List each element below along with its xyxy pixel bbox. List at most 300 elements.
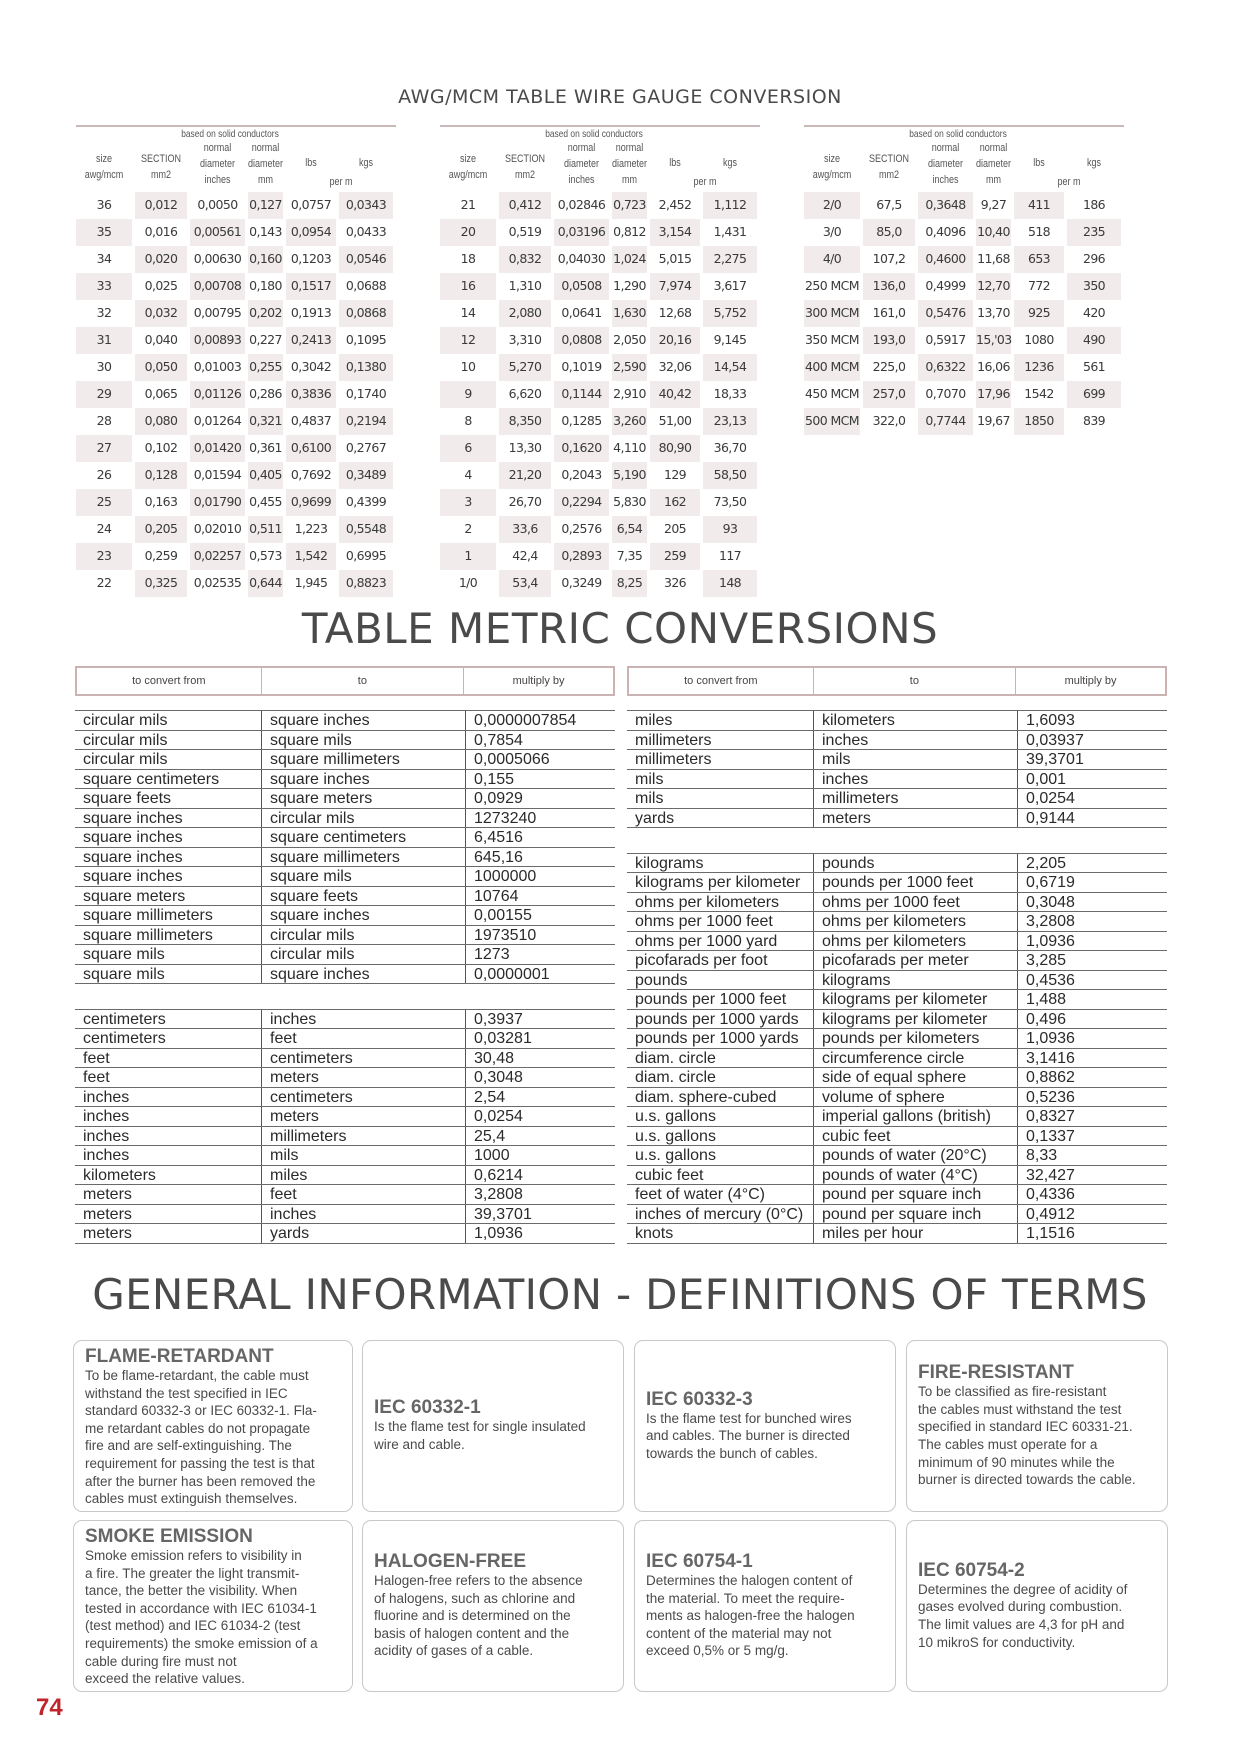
definition-text: Halogen-free refers to the absence of halogens, such as chlorine and fluorine and is determined on the basis of halogen content and the acidity of gases of a cable.	[374, 1573, 583, 1659]
awg-cell: 0,02010	[193, 521, 242, 536]
awg-col-header-diam_mm: normal diameter mm	[975, 142, 1012, 186]
metric-cell: 0,1337	[1017, 1127, 1167, 1146]
metric-cell: 0,00155	[465, 906, 615, 925]
awg-col-header-diam_in: normal diameter inches	[563, 142, 600, 186]
metric-cell: inches	[261, 1010, 465, 1029]
metric-cell: centimeters	[83, 1030, 166, 1048]
awg-cell: 326	[663, 575, 687, 590]
awg-cell: 0,0546	[339, 246, 393, 273]
awg-row	[804, 273, 1124, 300]
awg-cell: 25	[76, 489, 132, 516]
awg-cell: 18	[460, 251, 476, 266]
awg-cell: 0,01594	[193, 467, 242, 482]
awg-row	[76, 354, 396, 381]
awg-cell: 450 MCM	[805, 386, 859, 401]
metric-cell: centimeters	[261, 1049, 465, 1068]
awg-header-rule	[804, 125, 1124, 127]
awg-cell: 0,5548	[339, 516, 393, 543]
awg-col-header-diam_in: normal diameter inches	[199, 142, 236, 186]
metric-group-gap	[627, 827, 1167, 853]
metric-row	[627, 1009, 1167, 1029]
awg-col-header-size: size awg/mcm	[84, 153, 124, 181]
awg-rows	[76, 192, 396, 597]
awg-cell: 32,06	[658, 359, 692, 374]
awg-cell: 0,3836	[286, 381, 336, 408]
metric-row	[627, 931, 1167, 951]
awg-cell: 0,4399	[345, 494, 387, 509]
awg-cell: 4/0	[804, 246, 860, 273]
definition-term: IEC 60754-2	[918, 1559, 1025, 1581]
metric-cell: square feets	[261, 887, 465, 906]
metric-cell: miles per hour	[813, 1224, 1017, 1243]
metric-row	[627, 1126, 1167, 1146]
metric-cell: inches	[813, 770, 1017, 789]
metric-row	[75, 964, 615, 984]
awg-cell: 0,016	[144, 224, 178, 239]
metric-cell: 2,205	[1017, 854, 1167, 873]
metric-cell: square inches	[83, 868, 183, 885]
awg-cell: 0,02257	[190, 543, 245, 570]
metric-cell: picofarads per foot	[635, 952, 768, 970]
awg-cell: 0,065	[144, 386, 178, 401]
metric-cell: square meters	[83, 887, 186, 905]
metric-cell: inches	[83, 1088, 130, 1106]
awg-row	[440, 219, 760, 246]
awg-row	[804, 246, 1124, 273]
metric-row	[627, 710, 1167, 730]
awg-cell: 10,40	[976, 219, 1011, 246]
metric-row	[75, 1145, 615, 1165]
metric-cell: 0,0005066	[465, 750, 615, 769]
awg-cell: 0,5917	[925, 332, 966, 347]
awg-row	[440, 192, 760, 219]
metric-cell: circular mils	[261, 945, 465, 964]
awg-cell: 0,0343	[339, 192, 393, 219]
metric-cell: 0,6214	[465, 1166, 615, 1185]
awg-cell: 23	[76, 543, 132, 570]
metric-cell: 1000	[465, 1146, 615, 1165]
awg-cell: 1,310	[508, 278, 542, 293]
awg-cell: 0,511	[248, 516, 283, 543]
metric-cell: 10764	[465, 887, 615, 906]
awg-cell: 0,644	[248, 570, 283, 597]
awg-cell: 839	[1082, 413, 1106, 428]
awg-cell: 0,519	[508, 224, 542, 239]
awg-cell: 3,617	[713, 278, 747, 293]
awg-header-rule	[440, 125, 760, 127]
metric-cell: kilometers	[813, 711, 1017, 730]
awg-cell: 136,0	[863, 273, 915, 300]
awg-row	[76, 273, 396, 300]
awg-col-header-kgs: kgs	[1086, 157, 1102, 169]
awg-cell: 0,202	[248, 300, 283, 327]
metric-cell: square inches	[261, 906, 465, 925]
metric-cell: circumference circle	[813, 1049, 1017, 1068]
metric-cell: 0,3048	[465, 1068, 615, 1087]
metric-cell: square mils	[83, 946, 165, 963]
metric-cell: square mils	[261, 731, 465, 750]
awg-cell: 148	[703, 570, 757, 597]
metric-cell: 1,0936	[465, 1224, 615, 1243]
awg-cell: 8,350	[499, 408, 551, 435]
metric-cell: feet	[261, 1185, 465, 1204]
metric-row	[75, 1223, 615, 1243]
metric-cell: square millimeters	[83, 926, 213, 944]
metric-cell: 1273240	[465, 809, 615, 828]
awg-cell: 0,7692	[290, 467, 332, 482]
awg-cell: 1850	[1014, 408, 1064, 435]
metric-cell: inches	[813, 731, 1017, 750]
metric-cell: 0,7854	[465, 731, 615, 750]
metric-row	[75, 1126, 615, 1146]
metric-cell: pound per square inch	[813, 1205, 1017, 1224]
awg-cell: 2,910	[613, 386, 646, 401]
metric-cell: square feets	[83, 790, 172, 807]
awg-cell: 0,361	[249, 440, 282, 455]
awg-cell: 14	[460, 305, 476, 320]
awg-cell: 19,67	[977, 413, 1010, 428]
definition-term: HALOGEN-FREE	[374, 1551, 526, 1573]
metric-header-right	[627, 666, 1167, 696]
metric-header-cell: multiply by	[1064, 675, 1117, 687]
awg-row	[804, 219, 1124, 246]
awg-cell: 22	[96, 575, 112, 590]
metric-cell: 0,3048	[1017, 893, 1167, 912]
awg-cell: 0,2194	[339, 408, 393, 435]
awg-cell: 28	[96, 413, 112, 428]
metric-cell: 2,54	[465, 1088, 615, 1107]
definition-term: FIRE-RESISTANT	[918, 1362, 1074, 1384]
awg-cell: 0,3648	[918, 192, 973, 219]
awg-cell: 0,3249	[561, 575, 602, 590]
metric-cell: square inches	[83, 809, 183, 827]
metric-cell: kilograms	[635, 854, 704, 872]
metric-cell: 1,0936	[1017, 1029, 1167, 1048]
awg-cell: 0,143	[249, 224, 282, 239]
awg-col-header-diam_mm: normal diameter mm	[247, 142, 284, 186]
metric-cell: ohms per 1000 feet	[635, 913, 773, 931]
metric-cell: 1,0936	[1017, 932, 1167, 951]
awg-cell: 16,06	[977, 359, 1010, 374]
awg-row	[440, 543, 760, 570]
metric-cell: 0,8862	[1017, 1068, 1167, 1087]
awg-cell: 653	[1014, 246, 1064, 273]
metric-cell: 645,16	[465, 848, 615, 867]
metric-header-cell: to	[262, 668, 464, 694]
awg-cell: 129	[663, 467, 687, 482]
definition-iec-60332-3	[634, 1340, 896, 1512]
metric-cell: 3,2808	[465, 1185, 615, 1204]
awg-cell: 9	[440, 381, 496, 408]
awg-cell: 0,7744	[918, 408, 973, 435]
awg-cell: 411	[1014, 192, 1064, 219]
metric-table-right	[627, 710, 1167, 1244]
awg-cell: 3,154	[650, 219, 700, 246]
awg-cell: 0,1019	[561, 359, 602, 374]
metric-cell: 0,496	[1017, 1010, 1167, 1029]
definition-term: IEC 60332-1	[374, 1397, 481, 1419]
awg-row	[76, 192, 396, 219]
awg-cell: 225,0	[872, 359, 906, 374]
definition-text: Smoke emission refers to visibility in a fire. The greater the light transmit- tance, the better the visibility. When tested in accordance with IEC 61034-1 (test method) and IEC 61034-2 (test requirements) the smoke emission of a cable during fire must not exceed the relative values.	[85, 1548, 318, 1687]
metric-cell: pounds per 1000 feet	[635, 991, 787, 1009]
metric-cell: 0,0000007854	[465, 711, 615, 730]
metric-cell: meters	[261, 1068, 465, 1087]
awg-cell: 1,112	[703, 192, 757, 219]
metric-row	[75, 866, 615, 886]
metric-cell: square inches	[83, 848, 183, 866]
awg-row	[804, 381, 1124, 408]
awg-col-header-size: size awg/mcm	[812, 153, 852, 181]
metric-row	[627, 1165, 1167, 1185]
awg-cell: 32	[96, 305, 112, 320]
metric-cell: 0,5236	[1017, 1088, 1167, 1107]
metric-header-cell: to convert from	[77, 668, 262, 694]
metric-row	[75, 788, 615, 808]
metric-row	[627, 989, 1167, 1009]
metric-cell: square millimeters	[261, 750, 465, 769]
awg-row	[440, 300, 760, 327]
metric-cell: centimeters	[83, 1010, 166, 1028]
awg-header-rule	[76, 125, 396, 127]
awg-cell: 2,275	[703, 246, 757, 273]
awg-cell: 14,54	[703, 354, 757, 381]
awg-cell: 0,01420	[190, 435, 245, 462]
awg-cell: 0,3489	[339, 462, 393, 489]
metric-cell: square inches	[261, 711, 465, 730]
awg-row	[440, 246, 760, 273]
awg-col-header-diam_mm: normal diameter mm	[611, 142, 648, 186]
awg-cell: 0,128	[135, 462, 187, 489]
metric-cell: kilometers	[83, 1166, 156, 1184]
metric-cell: kilograms	[813, 971, 1017, 990]
metric-cell: pounds per 1000 feet	[813, 873, 1017, 892]
metric-cell: square centimeters	[261, 828, 465, 847]
awg-table-title: AWG/MCM TABLE WIRE GAUGE CONVERSION	[398, 86, 842, 108]
awg-cell: 500 MCM	[804, 408, 860, 435]
metric-cell: feet	[83, 1049, 110, 1067]
awg-cell: 0,00893	[190, 327, 245, 354]
metric-row	[627, 1087, 1167, 1107]
metric-cell: square millimeters	[83, 907, 213, 924]
metric-cell: 0,001	[1017, 770, 1167, 789]
awg-cell: 29	[76, 381, 132, 408]
awg-cell: 0,00795	[193, 305, 242, 320]
awg-cell: 33	[76, 273, 132, 300]
metric-row	[75, 827, 615, 847]
metric-cell: 0,0254	[1017, 789, 1167, 808]
awg-cell: 0,00708	[190, 273, 245, 300]
metric-row	[627, 1028, 1167, 1048]
awg-cell: 17,96	[976, 381, 1011, 408]
awg-row	[76, 408, 396, 435]
metric-cell: u.s. gallons	[635, 1108, 716, 1126]
awg-table-1	[76, 125, 396, 645]
definition-iec-60332-1	[362, 1340, 624, 1512]
awg-cell: 235	[1067, 219, 1121, 246]
metric-cell: inches	[83, 1147, 130, 1165]
metric-cell: circular mils	[83, 712, 168, 729]
awg-cell: 5,015	[658, 251, 692, 266]
awg-cell: 2,050	[613, 332, 646, 347]
awg-table-2	[440, 125, 760, 645]
awg-cell: 51,00	[658, 413, 692, 428]
awg-row	[76, 462, 396, 489]
awg-cell: 699	[1067, 381, 1121, 408]
metric-cell: 0,0929	[465, 789, 615, 808]
metric-row	[627, 853, 1167, 873]
metric-cell: kilograms per kilometer	[635, 874, 801, 892]
metric-cell: square centimeters	[83, 770, 220, 788]
metric-cell: inches	[83, 1127, 130, 1145]
awg-cell: 31	[76, 327, 132, 354]
definition-text: To be flame-retardant, the cable must withstand the test specified in IEC standard 60332-3 or IEC 60332-1. Fla- me retardant cables do not propagate fire and are self-extinguishing. The requirement for passing the test is that after the burner has been removed the cables must extinguish themselves.	[85, 1368, 317, 1507]
metric-cell: 0,4912	[1017, 1205, 1167, 1224]
awg-col-header-section: SECTION mm2	[868, 153, 910, 181]
metric-cell: pounds per 1000 yards	[635, 1010, 799, 1028]
metric-cell: meters	[261, 1107, 465, 1126]
awg-cell: 0,127	[248, 192, 283, 219]
metric-cell: 0,8327	[1017, 1107, 1167, 1126]
metric-row	[627, 1106, 1167, 1126]
definition-iec-60754-2	[906, 1520, 1168, 1692]
awg-cell: 0,812	[613, 224, 646, 239]
awg-cell: 1,290	[613, 278, 646, 293]
metric-cell: 6,4516	[465, 828, 615, 847]
awg-cell: 0,4999	[925, 278, 966, 293]
metric-table-left	[75, 710, 615, 1244]
awg-cell: 26,70	[508, 494, 542, 509]
metric-cell: 1273	[465, 945, 615, 964]
awg-cell: 16	[440, 273, 496, 300]
metric-cell: 39,3701	[465, 1205, 615, 1224]
awg-cell: 0,4096	[925, 224, 966, 239]
awg-cell: 8,25	[612, 570, 647, 597]
awg-cell: 1,024	[612, 246, 647, 273]
awg-cell: 0,2294	[554, 489, 609, 516]
metric-cell: 0,0254	[465, 1107, 615, 1126]
awg-col-header-kgs: kgs	[358, 157, 374, 169]
metric-cell: square inches	[83, 829, 183, 846]
awg-cell: 561	[1082, 359, 1106, 374]
metric-cell: 1,488	[1017, 990, 1167, 1009]
awg-cell: 3,310	[508, 332, 542, 347]
awg-cell: 0,2413	[286, 327, 336, 354]
awg-cell: 0,0641	[561, 305, 602, 320]
metric-group-gap	[75, 983, 615, 1009]
awg-cell: 33,6	[499, 516, 551, 543]
awg-col-header-diam_in: normal diameter inches	[927, 142, 964, 186]
awg-cell: 0,227	[249, 332, 282, 347]
awg-cell: 0,205	[135, 516, 187, 543]
awg-cell: 400 MCM	[804, 354, 860, 381]
awg-cell: 0,0433	[345, 224, 387, 239]
awg-cell: 24	[96, 521, 112, 536]
metric-row	[627, 1204, 1167, 1224]
awg-cell: 0,0688	[345, 278, 387, 293]
awg-cell: 257,0	[863, 381, 915, 408]
awg-cell: 0,1913	[290, 305, 332, 320]
awg-cell: 20	[440, 219, 496, 246]
awg-cell: 0,6322	[918, 354, 973, 381]
metric-row	[627, 769, 1167, 789]
metric-cell: meters	[83, 1205, 132, 1223]
awg-cell: 3,260	[612, 408, 647, 435]
metric-row	[75, 1087, 615, 1107]
metric-row	[75, 886, 615, 906]
metric-cell: mils	[261, 1146, 465, 1165]
metric-cell: 1973510	[465, 926, 615, 945]
awg-cell: 0,286	[249, 386, 282, 401]
awg-cell: 21	[460, 197, 476, 212]
metric-cell: ohms per kilometers	[813, 912, 1017, 931]
awg-cell: 27	[76, 435, 132, 462]
awg-cell: 7,974	[650, 273, 700, 300]
awg-cell: 0,0808	[554, 327, 609, 354]
metric-row	[627, 970, 1167, 990]
metric-cell: yards	[635, 809, 675, 827]
awg-row	[804, 408, 1124, 435]
metric-cell: inches	[261, 1205, 465, 1224]
awg-cell: 6	[440, 435, 496, 462]
awg-cell: 20,16	[650, 327, 700, 354]
metric-cell: u.s. gallons	[635, 1127, 716, 1145]
metric-cell: ohms per kilometers	[813, 932, 1017, 951]
awg-cell: 0,1517	[286, 273, 336, 300]
awg-cell: 0,1285	[561, 413, 602, 428]
awg-cell: 12,68	[658, 305, 692, 320]
awg-cell: 0,102	[144, 440, 178, 455]
awg-cell: 0,025	[144, 278, 178, 293]
metric-row	[75, 808, 615, 828]
metric-cell: feet	[83, 1069, 110, 1087]
metric-row	[75, 710, 615, 730]
awg-cell: 0,050	[135, 354, 187, 381]
metric-row	[627, 1223, 1167, 1243]
awg-cell: 5,752	[703, 300, 757, 327]
metric-row	[627, 1145, 1167, 1165]
awg-cell: 925	[1014, 300, 1064, 327]
metric-row	[75, 905, 615, 925]
awg-cell: 0,1095	[345, 332, 387, 347]
metric-header-cell: to convert from	[629, 668, 814, 694]
metric-header-cell: multiply by	[512, 675, 565, 687]
metric-cell: 30,48	[465, 1049, 615, 1068]
metric-row	[627, 1067, 1167, 1087]
awg-cell: 2/0	[804, 192, 860, 219]
awg-cell: 350	[1067, 273, 1121, 300]
metric-cell: 8,33	[1017, 1146, 1167, 1165]
awg-col-header-lbs: lbs	[669, 157, 681, 169]
awg-cell: 350 MCM	[805, 332, 859, 347]
awg-cell: 1,431	[713, 224, 747, 239]
metric-cell: millimeters	[261, 1127, 465, 1146]
awg-cell: 11,68	[977, 251, 1010, 266]
awg-cell: 0,1740	[345, 386, 387, 401]
awg-cell: 53,4	[499, 570, 551, 597]
awg-row	[76, 327, 396, 354]
metric-row	[75, 944, 615, 964]
awg-cell: 1,945	[294, 575, 328, 590]
metric-header-left	[75, 666, 615, 696]
metric-cell: pounds	[813, 854, 1017, 873]
awg-cell: 0,020	[135, 246, 187, 273]
metric-cell: diam. sphere-cubed	[635, 1088, 777, 1106]
definition-text: Determines the degree of acidity of gases evolved during combustion. The limit values are 4,3 for pH and 10 mikroS for conductivity.	[918, 1581, 1128, 1650]
metric-row	[75, 1165, 615, 1185]
awg-cell: 490	[1067, 327, 1121, 354]
metric-cell: 0,6719	[1017, 873, 1167, 892]
